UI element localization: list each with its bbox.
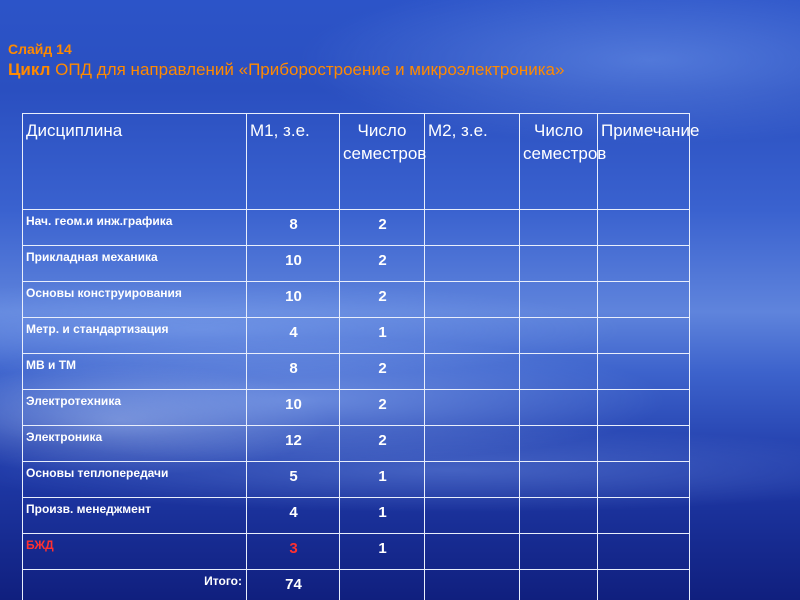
cell-discipline: БЖД	[23, 534, 247, 570]
table-row	[23, 210, 690, 246]
total-empty-cell	[425, 570, 520, 600]
cell-semesters-1: 2	[340, 246, 425, 282]
cell-note	[598, 390, 690, 426]
cell-m1: 8	[247, 354, 340, 390]
header-semesters-2: Число семестров	[520, 114, 598, 210]
table-row	[23, 498, 690, 534]
cell-m1: 12	[247, 426, 340, 462]
cell-semesters-2	[520, 210, 598, 246]
cell-semesters-1: 2	[340, 426, 425, 462]
cell-note	[598, 318, 690, 354]
cell-m2	[425, 498, 520, 534]
table-total-row	[23, 570, 690, 600]
cell-semesters-2	[520, 246, 598, 282]
slide-number-label: Слайд 14	[8, 41, 72, 57]
table-row	[23, 390, 690, 426]
cell-semesters-1: 1	[340, 318, 425, 354]
cell-discipline: Нач. геом.и инж.графика	[23, 210, 247, 246]
cell-note	[598, 210, 690, 246]
cell-discipline: Произв. менеджмент	[23, 498, 247, 534]
cell-semesters-2	[520, 354, 598, 390]
header-discipline: Дисциплина	[23, 114, 247, 210]
cell-m2	[425, 354, 520, 390]
cell-m1: 3	[247, 534, 340, 570]
total-empty-cell	[598, 570, 690, 600]
total-m1: 74	[247, 570, 340, 600]
cell-discipline: МВ и ТМ	[23, 354, 247, 390]
table-row	[23, 282, 690, 318]
cell-m1: 10	[247, 390, 340, 426]
cell-m2	[425, 462, 520, 498]
cell-m2	[425, 318, 520, 354]
slide-title-rest: ОПД для направлений «Приборостроение и микроэлектроника»	[50, 60, 565, 79]
cell-semesters-1: 2	[340, 390, 425, 426]
cell-note	[598, 534, 690, 570]
cell-semesters-1: 2	[340, 282, 425, 318]
cell-semesters-1: 1	[340, 498, 425, 534]
table-row	[23, 426, 690, 462]
cell-m1: 4	[247, 498, 340, 534]
total-label: Итого:	[23, 570, 247, 600]
cell-discipline: Метр. и стандартизация	[23, 318, 247, 354]
cell-semesters-2	[520, 318, 598, 354]
table-row	[23, 462, 690, 498]
slide-title	[8, 59, 568, 81]
cell-semesters-2	[520, 534, 598, 570]
cell-m1: 5	[247, 462, 340, 498]
disciplines-table	[22, 113, 700, 600]
cell-m1: 4	[247, 318, 340, 354]
cell-discipline: Основы теплопередачи	[23, 462, 247, 498]
table-row-highlighted	[23, 534, 690, 570]
cell-semesters-1: 1	[340, 534, 425, 570]
cell-semesters-2	[520, 390, 598, 426]
cell-semesters-1: 2	[340, 210, 425, 246]
cell-discipline: Электроника	[23, 426, 247, 462]
cell-note	[598, 282, 690, 318]
cell-m1: 10	[247, 282, 340, 318]
cell-semesters-1: 2	[340, 354, 425, 390]
cell-m1: 10	[247, 246, 340, 282]
cell-semesters-2	[520, 462, 598, 498]
cell-m2	[425, 210, 520, 246]
cell-m2	[425, 390, 520, 426]
slide-title-bold: Цикл	[8, 60, 51, 79]
table-row	[23, 354, 690, 390]
cell-semesters-2	[520, 282, 598, 318]
cell-discipline: Основы конструирования	[23, 282, 247, 318]
cell-note	[598, 498, 690, 534]
cell-note	[598, 426, 690, 462]
cell-semesters-2	[520, 498, 598, 534]
header-semesters-1: Число семестров	[340, 114, 425, 210]
table-header-row	[23, 114, 690, 210]
cell-note	[598, 462, 690, 498]
cell-m2	[425, 426, 520, 462]
header-m1: М1, з.е.	[247, 114, 340, 210]
cell-discipline: Электротехника	[23, 390, 247, 426]
header-note: Примечание	[598, 114, 690, 210]
table-row	[23, 246, 690, 282]
cell-m2	[425, 246, 520, 282]
cell-note	[598, 354, 690, 390]
cell-discipline: Прикладная механика	[23, 246, 247, 282]
cell-note	[598, 246, 690, 282]
table-row	[23, 318, 690, 354]
cell-semesters-2	[520, 426, 598, 462]
cell-semesters-1: 1	[340, 462, 425, 498]
cell-m2	[425, 534, 520, 570]
header-m2: М2, з.е.	[425, 114, 520, 210]
total-empty-cell	[520, 570, 598, 600]
total-empty-cell	[340, 570, 425, 600]
cell-m1: 8	[247, 210, 340, 246]
cell-m2	[425, 282, 520, 318]
